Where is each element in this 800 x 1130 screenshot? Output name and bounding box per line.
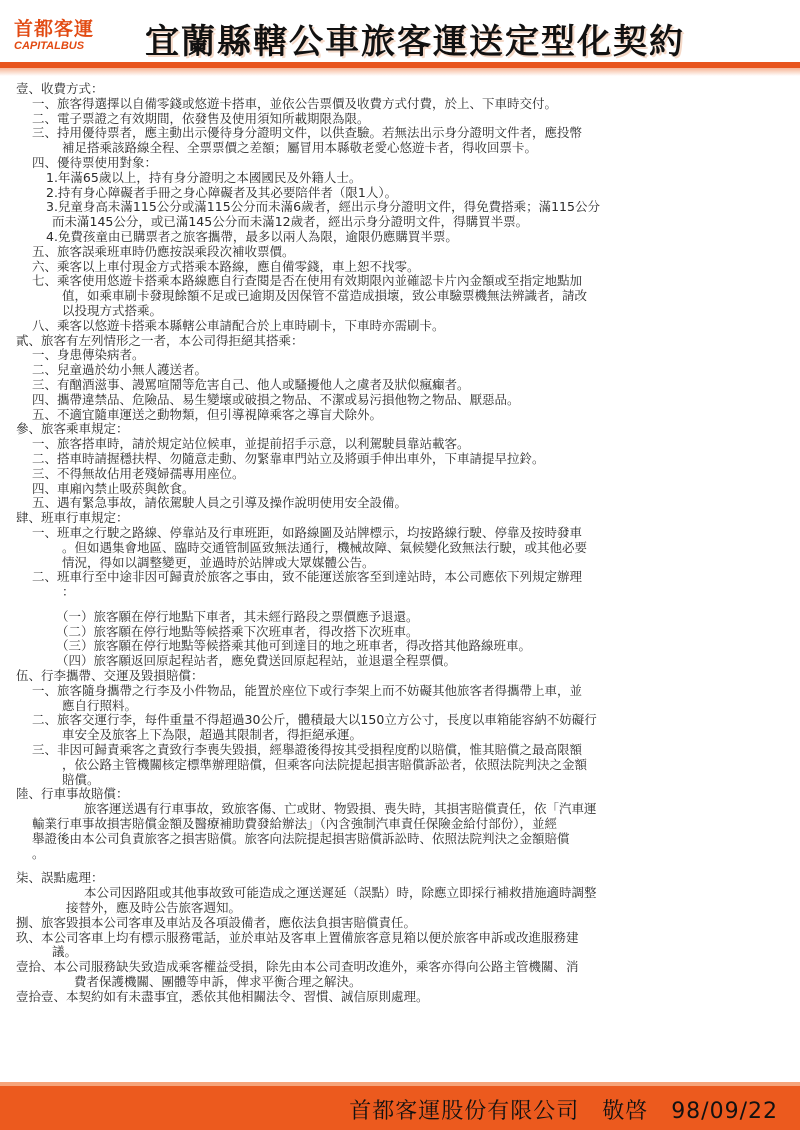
contract-line: 三、非因可歸責乘客之責致行李喪失毀損，經舉證後得按其受損程度酌以賠償，惟其賠償之最高限額: [32, 742, 583, 758]
contract-line: 四、攜帶違禁品、危險品、易生變壞或破損之物品、不潔或易污損他物之物品、厭惡品。: [32, 391, 520, 407]
contract-line: 以投現方式搭乘。: [62, 302, 163, 318]
contract-line: ：: [62, 584, 75, 600]
company-logo: [14, 18, 98, 56]
header-gradient-bar: [0, 68, 800, 76]
contract-line: 應自行照料。: [62, 697, 138, 713]
contract-line: 陸、行車事故賠償：: [16, 786, 129, 802]
contract-body: [16, 82, 786, 1005]
contract-line: 五、遇有緊急事故，請依駕駛人員之引導及操作說明使用安全設備。: [32, 495, 408, 511]
contract-line: 。: [32, 845, 45, 861]
logo-subtext: CAPITALBUS: [14, 40, 85, 52]
paragraph-spacer: [16, 861, 786, 871]
contract-line: 值，如乘車刷卡發現餘額不足或已逾期及因保管不當造成損壞，致公車驗票機無法辨識者，請改: [62, 288, 588, 304]
contract-line: ，依公路主管機關核定標準辦理賠償，但乘客向法院提起損害賠償訴訟者，依照法院判決之金額: [62, 756, 588, 772]
contract-line: 三、有酗酒滋事、謾罵喧鬧等危害自己、他人或騷擾他人之虞者及狀似瘋癲者。: [32, 376, 470, 392]
contract-line: 本公司因路阻或其他事故致可能造成之運送遲延（誤點）時，除應立即採行補救措施適時調整: [84, 885, 597, 901]
contract-line: 三、不得無故佔用老殘婦孺專用座位。: [32, 465, 245, 481]
contract-line: 一、身患傳染病者。: [32, 347, 145, 363]
contract-line: 情況，得如以調整變更，並過時於站牌或大眾媒體公告。: [62, 554, 375, 570]
contract-line: 車安全及旅客上下為限，超過其限制者，得拒絕承運。: [62, 727, 363, 743]
contract-line: 五、旅客誤乘班車時仍應按誤乘段次補收票價。: [32, 243, 295, 259]
contract-line: 捌、旅客毀損本公司客車及車站及各項設備者，應依法負損害賠償責任。: [16, 914, 417, 930]
contract-line: 柒、誤點處理：: [16, 870, 104, 886]
contract-line: 賠償。: [62, 771, 100, 787]
contract-line: 壹拾、本公司服務缺失致造成乘客權益受損，除先由本公司查明改進外，乘客亦得向公路主管機關、消: [16, 959, 579, 975]
contract-line: 一、旅客得選擇以自備零錢或悠遊卡搭車，並依公告票價及收費方式付費，於上、下車時交付。: [32, 95, 558, 111]
document-title: 宜蘭縣轄公車旅客運送定型化契約: [145, 22, 685, 62]
contract-line: 補足搭乘該路線全程、全票票價之差額；屬冒用本縣敬老愛心悠遊卡者，得收回票卡。: [62, 140, 538, 156]
contract-line: （三）旅客願在停行地點等候搭乘其他可到達目的地之班車者，得改搭其他路線班車。: [56, 638, 532, 654]
contract-line: 壹拾壹、本契約如有未盡事宜，悉依其他相關法令、習慣、誠信原則處理。: [16, 988, 429, 1004]
contract-line: （二）旅客願在停行地點等候搭乘下次班車者，得改搭下次班車。: [56, 623, 419, 639]
contract-line: 一、旅客隨身攜帶之行李及小件物品，能置於座位下或行李架上而不妨礙其他旅客者得攜帶上車，並: [32, 682, 583, 698]
contract-line: 八、乘客以悠遊卡搭乘本縣轄公車請配合於上車時刷卡，下車時亦需刷卡。: [32, 317, 445, 333]
contract-line: 二、班車行至中途非因可歸責於旅客之事由，致不能運送旅客至到達站時，本公司應依下列規定辦理: [32, 569, 583, 585]
contract-line: 七、乘客使用悠遊卡搭乘本路線應自行查閱是否在使用有效期限內並確認卡片內金額或至指定地點加: [32, 273, 583, 289]
contract-line: 貳、旅客有左列情形之一者，本公司得拒絕其搭乘：: [16, 332, 304, 348]
contract-line: 四、車廂內禁止吸菸與飲食。: [32, 480, 195, 496]
contract-line: 3.兒童身高未滿115公分或滿115公分而未滿6歲者，經出示身分證明文件，得免費搭乘；滿115公分: [46, 199, 600, 215]
logo-text: 首都客運: [14, 18, 95, 40]
footer-signature: 首都客運股份有限公司 敬啓 98/09/22: [349, 1099, 778, 1124]
contract-line: 二、旅客交運行李，每件重量不得超過30公斤，體積最大以150立方公寸，長度以車箱能容納不妨礙行: [32, 712, 597, 728]
header: [0, 0, 800, 68]
contract-line: 參、旅客乘車規定：: [16, 421, 129, 437]
contract-line: 二、搭車時請握穩扶桿、勿隨意走動、勿緊靠車門站立及將頭手伸出車外，下車請提早拉鈴。: [32, 450, 545, 466]
contract-line: 玖、本公司客車上均有標示服務電話，並於車站及客車上置備旅客意見箱以便於旅客申訴或改進服務建: [16, 929, 579, 945]
contract-line: 六、乘客以上車付現金方式搭乘本路線，應自備零錢，車上恕不找零。: [32, 258, 420, 274]
contract-line: 1.年滿65歲以上，持有身分證明之本國國民及外籍人士。: [46, 169, 362, 185]
contract-line: 二、電子票證之有效期間，依發售及使用須知所載期限為限。: [32, 110, 370, 126]
contract-line: 旅客運送遇有行車事故，致旅客傷、亡或財、物毀損、喪失時，其損害賠償責任，依「汽車運: [84, 801, 597, 817]
contract-line: 肆、班車行車規定：: [16, 510, 129, 526]
contract-line: 2.持有身心障礙者手冊之身心障礙者及其必要陪伴者（限1人）。: [46, 184, 398, 200]
contract-line: 四、優待票使用對象：: [32, 154, 158, 170]
contract-line: 4.免費孩童由已購票者之旅客攜帶，最多以兩人為限，逾限仍應購買半票。: [46, 228, 458, 244]
contract-line: 費者保護機關、團體等申訴，俾求平衡合理之解決。: [74, 974, 362, 990]
contract-line: （一）旅客願在停行地點下車者，其未經行路段之票價應予退還。: [56, 608, 419, 624]
contract-line: （四）旅客願返回原起程站者，應免費送回原起程站，並退還全程票價。: [56, 653, 457, 669]
contract-line: 輸業行車事故損害賠償金額及醫療補助費發給辦法」（內含強制汽車責任保險金給付部份），並經: [32, 816, 558, 832]
contract-line: 一、旅客搭車時，請於規定站位候車，並提前招手示意，以利駕駛員靠站載客。: [32, 436, 470, 452]
contract-line: 二、兒童過於幼小無人護送者。: [32, 362, 208, 378]
contract-line: 接替外，應及時公告旅客週知。: [66, 900, 242, 916]
contract-line: 伍、行李攜帶、交運及毀損賠償：: [16, 668, 204, 684]
contract-line: 議。: [52, 944, 78, 960]
contract-line: 五、不適宜隨車運送之動物類，但引導視障乘客之導盲犬除外。: [32, 406, 383, 422]
contract-line: 壹、收費方式：: [16, 81, 104, 96]
contract-line: 而未滿145公分，或已滿145公分而未滿12歲者，經出示身分證明文件，得購買半票。: [52, 214, 529, 230]
contract-line: 。但如遇集會地區、臨時交通管制區致無法通行，機械故障、氣候變化致無法行駛，或其他必要: [62, 539, 588, 555]
contract-line: 舉證後由本公司負責旅客之損害賠償。旅客向法院提起損害賠償訴訟時、依照法院判決之金額賠償: [32, 830, 570, 846]
contract-line: 一、班車之行駛之路線、停靠站及行車班距，如路線圖及站牌標示，均按路線行駛、停靠及按時發車: [32, 524, 583, 540]
contract-line: 三、持用優待票者，應主動出示優待身分證明文件，以供查驗。若無法出示身分證明文件者，應投幣: [32, 125, 583, 141]
